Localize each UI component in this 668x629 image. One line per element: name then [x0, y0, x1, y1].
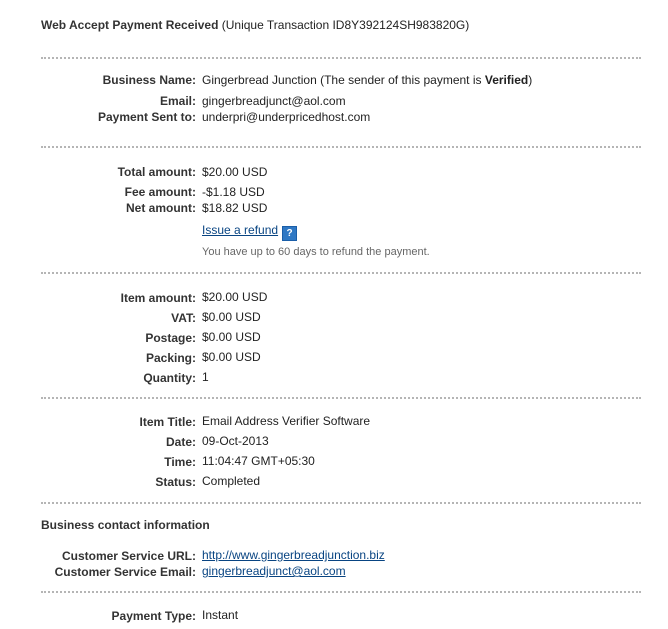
total-amount-value: $20.00 USD: [202, 165, 268, 179]
time-label: Time:: [164, 455, 196, 469]
fee-amount-value: -$1.18 USD: [202, 185, 265, 199]
customer-service-url-link[interactable]: http://www.gingerbreadjunction.biz: [202, 548, 385, 562]
payment-sent-value: underpri@underpricedhost.com: [202, 110, 371, 124]
fee-amount-label: Fee amount:: [124, 185, 196, 199]
divider: [41, 397, 641, 399]
vat-value: $0.00 USD: [202, 310, 261, 324]
customer-service-email-value: [202, 564, 346, 578]
business-name-value: [202, 73, 532, 87]
divider: [41, 57, 641, 59]
customer-service-url-label: Customer Service URL:: [61, 549, 196, 563]
customer-service-email-link[interactable]: gingerbreadjunct@aol.com: [202, 564, 346, 578]
refund-note: You have up to 60 days to refund the payment.: [202, 246, 430, 258]
net-amount-label: Net amount:: [126, 201, 196, 215]
issue-refund-link[interactable]: Issue a refund: [202, 223, 279, 237]
payment-type-value: Instant: [202, 608, 239, 622]
item-amount-value: $20.00 USD: [202, 290, 268, 304]
packing-label: Packing:: [145, 351, 196, 365]
item-title-value: Email Address Verifier Software: [202, 414, 371, 428]
transaction-id-suffix: ): [465, 18, 470, 32]
item-title-label: Item Title:: [139, 415, 196, 429]
verified-prefix: (The sender of this payment is: [320, 73, 482, 87]
packing-value: $0.00 USD: [202, 350, 261, 364]
date-label: Date:: [165, 435, 196, 449]
net-amount-value: $18.82 USD: [202, 201, 268, 215]
date-value: 09-Oct-2013: [202, 434, 269, 448]
contact-section-title: Business contact information: [41, 518, 210, 532]
payment-type-label: Payment Type:: [111, 609, 196, 623]
verified-suffix: ): [528, 73, 533, 87]
customer-service-url-value: [202, 548, 385, 562]
divider: [41, 146, 641, 148]
help-icon[interactable]: ?: [282, 226, 297, 241]
quantity-value: 1: [202, 370, 209, 384]
postage-label: Postage:: [145, 331, 196, 345]
business-name: Gingerbread Junction: [202, 73, 317, 87]
page-title: Web Accept Payment Received: [41, 18, 219, 32]
transaction-id: 8Y392124SH983820G: [344, 18, 466, 32]
status-value: Completed: [202, 474, 261, 488]
item-amount-label: Item amount:: [120, 291, 196, 305]
business-name-label: Business Name:: [102, 73, 196, 87]
quantity-label: Quantity:: [143, 371, 196, 385]
time-value: 11:04:47 GMT+05:30: [202, 454, 315, 468]
divider: [41, 502, 641, 504]
customer-service-email-label: Customer Service Email:: [54, 565, 196, 579]
email-label: Email:: [159, 94, 196, 108]
divider: [41, 272, 641, 274]
vat-label: VAT:: [171, 311, 196, 325]
status-label: Status:: [155, 475, 196, 489]
divider: [41, 591, 641, 593]
postage-value: $0.00 USD: [202, 330, 261, 344]
transaction-id-prefix: (Unique Transaction ID: [221, 18, 345, 32]
page-header: [41, 18, 469, 32]
verified-status: Verified: [484, 73, 529, 87]
email-value: gingerbreadjunct@aol.com: [202, 94, 346, 108]
refund-row: [202, 223, 297, 241]
total-amount-label: Total amount:: [117, 165, 196, 179]
payment-sent-label: Payment Sent to:: [97, 110, 196, 124]
